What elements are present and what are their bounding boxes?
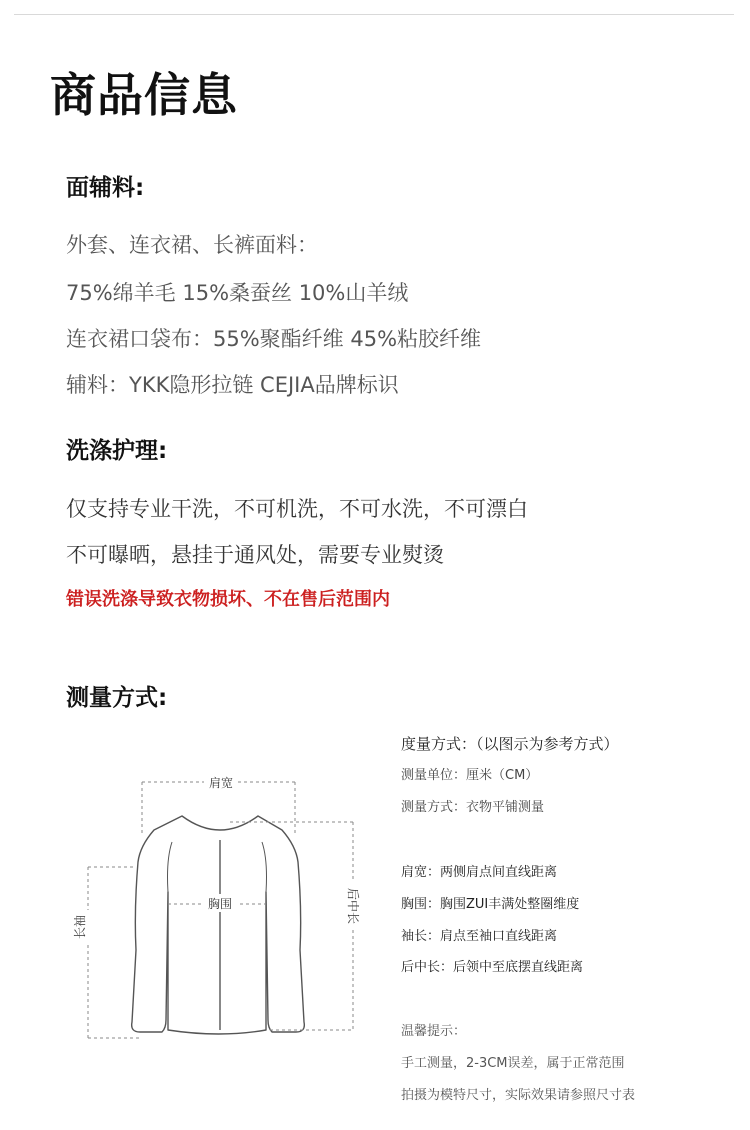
fabric-line: 外套、连衣裙、长裤面料： [66, 233, 318, 257]
chest-label: 胸围 [207, 897, 233, 911]
measure-item: 胸围：胸围ZUI丰满处整圈维度 [401, 897, 580, 912]
method-line: 测量方式：衣物平铺测量 [401, 800, 545, 815]
shoulder-label: 肩宽 [208, 776, 234, 790]
jacket-outline [132, 816, 305, 1034]
measure-heading: 测量方式: [66, 685, 168, 711]
care-heading: 洗涤护理: [66, 438, 168, 464]
measure-item: 后中长：后领中至底摆直线距离 [401, 960, 584, 975]
tips-heading: 温馨提示： [401, 1024, 467, 1039]
care-line: 不可曝晒，悬挂于通风处，需要专业熨烫 [66, 543, 444, 567]
back-length-label: 后中长 [346, 887, 360, 925]
fabric-heading: 面辅料: [66, 175, 145, 201]
page-title: 商品信息 [50, 68, 238, 122]
tip-line: 手工测量，2-3CM误差，属于正常范围 [401, 1056, 625, 1071]
sleeve-label: 长袖 [73, 914, 87, 940]
method-heading: 度量方式：（以图示为参考方式） [401, 735, 619, 753]
top-divider [14, 14, 734, 15]
care-warning: 错误洗涤导致衣物损坏、不在售后范围内 [66, 589, 390, 610]
fabric-line: 连衣裙口袋布：55%聚酯纤维 45%粘胶纤维 [66, 327, 482, 351]
fabric-line: 辅料：YKK隐形拉链 CEJIA品牌标识 [66, 373, 399, 397]
care-line: 仅支持专业干洗，不可机洗，不可水洗，不可漂白 [66, 497, 528, 521]
tip-line: 拍摄为模特尺寸，实际效果请参照尺寸表 [401, 1088, 636, 1103]
measure-item: 肩宽：两侧肩点间直线距离 [401, 865, 558, 880]
fabric-line: 75%绵羊毛 15%桑蚕丝 10%山羊绒 [66, 281, 409, 305]
measure-item: 袖长：肩点至袖口直线距离 [401, 929, 558, 944]
unit-line: 测量单位：厘米（CM） [401, 768, 539, 783]
measurement-diagram [70, 760, 370, 1060]
